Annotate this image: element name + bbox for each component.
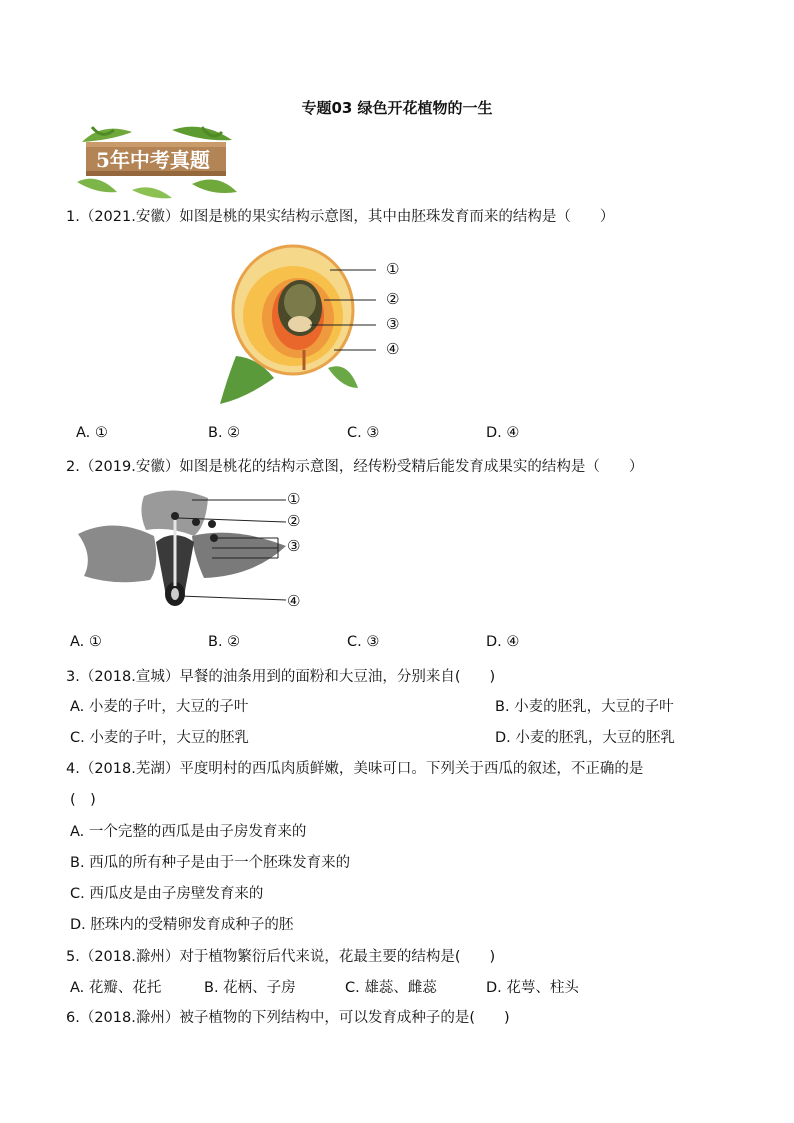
question-6-text: 6.（2018.滁州）被子植物的下列结构中，可以发育成种子的是( ) <box>66 1010 510 1026</box>
q1-option-c[interactable]: C. ③ <box>347 425 380 441</box>
q4-option-a[interactable]: A. 一个完整的西瓜是由子房发育来的 <box>70 824 307 840</box>
question-3-text: 3.（2018.宣城）早餐的油条用到的面粉和大豆油，分别来自( ) <box>66 669 496 685</box>
question-2-text: 2.（2019.安徽）如图是桃花的结构示意图，经传粉受精后能发育成果实的结构是（ ） <box>66 459 644 475</box>
question-1-text: 1.（2021.安徽）如图是桃的果实结构示意图，其中由胚珠发育而来的结构是（ ） <box>66 209 615 225</box>
q5-option-b[interactable]: B. 花柄、子房 <box>204 980 296 996</box>
q5-option-d[interactable]: D. 花萼、柱头 <box>486 980 579 996</box>
q1-label-3: ③ <box>386 315 400 333</box>
q2-option-a[interactable]: A. ① <box>70 634 102 650</box>
exam-banner <box>72 122 240 200</box>
q2-option-c[interactable]: C. ③ <box>347 634 380 650</box>
q3-option-a[interactable]: A. 小麦的子叶，大豆的子叶 <box>70 699 249 715</box>
q1-option-b[interactable]: B. ② <box>208 425 241 441</box>
q2-option-b[interactable]: B. ② <box>208 634 241 650</box>
q2-label-3: ③ <box>287 537 301 555</box>
peach-flower-diagram <box>74 486 296 616</box>
q3-option-c[interactable]: C. 小麦的子叶，大豆的胚乳 <box>70 730 249 746</box>
q2-label-2: ② <box>287 512 301 530</box>
q3-option-b[interactable]: B. 小麦的胚乳，大豆的子叶 <box>495 699 674 715</box>
q5-option-c[interactable]: C. 雄蕊、雌蕊 <box>345 980 437 996</box>
q2-label-4: ④ <box>287 592 301 610</box>
question-5-text: 5.（2018.滁州）对于植物繁衍后代来说，花最主要的结构是( ) <box>66 949 496 965</box>
banner-text: 5年中考真题 <box>96 148 210 172</box>
q1-label-2: ② <box>386 290 400 308</box>
page-title: 专题03 绿色开花植物的一生 <box>301 99 493 117</box>
q1-label-4: ④ <box>386 340 400 358</box>
q1-label-1: ① <box>386 260 400 278</box>
q2-option-d[interactable]: D. ④ <box>486 634 520 650</box>
q4-option-b[interactable]: B. 西瓜的所有种子是由于一个胚珠发育来的 <box>70 855 351 871</box>
q1-option-a[interactable]: A. ① <box>76 425 108 441</box>
question-4-text-line1: 4.（2018.芜湖）平度明村的西瓜肉质鲜嫩，美味可口。下列关于西瓜的叙述，不正确的是 <box>66 761 644 777</box>
q1-option-d[interactable]: D. ④ <box>486 425 520 441</box>
q3-option-d[interactable]: D. 小麦的胚乳，大豆的胚乳 <box>495 730 675 746</box>
question-4-text-line2: ( ) <box>70 792 96 808</box>
q4-option-d[interactable]: D. 胚珠内的受精卵发育成种子的胚 <box>70 917 294 933</box>
q2-label-1: ① <box>287 490 301 508</box>
q5-option-a[interactable]: A. 花瓣、花托 <box>70 980 162 996</box>
q4-option-c[interactable]: C. 西瓜皮是由子房壁发育来的 <box>70 886 264 902</box>
